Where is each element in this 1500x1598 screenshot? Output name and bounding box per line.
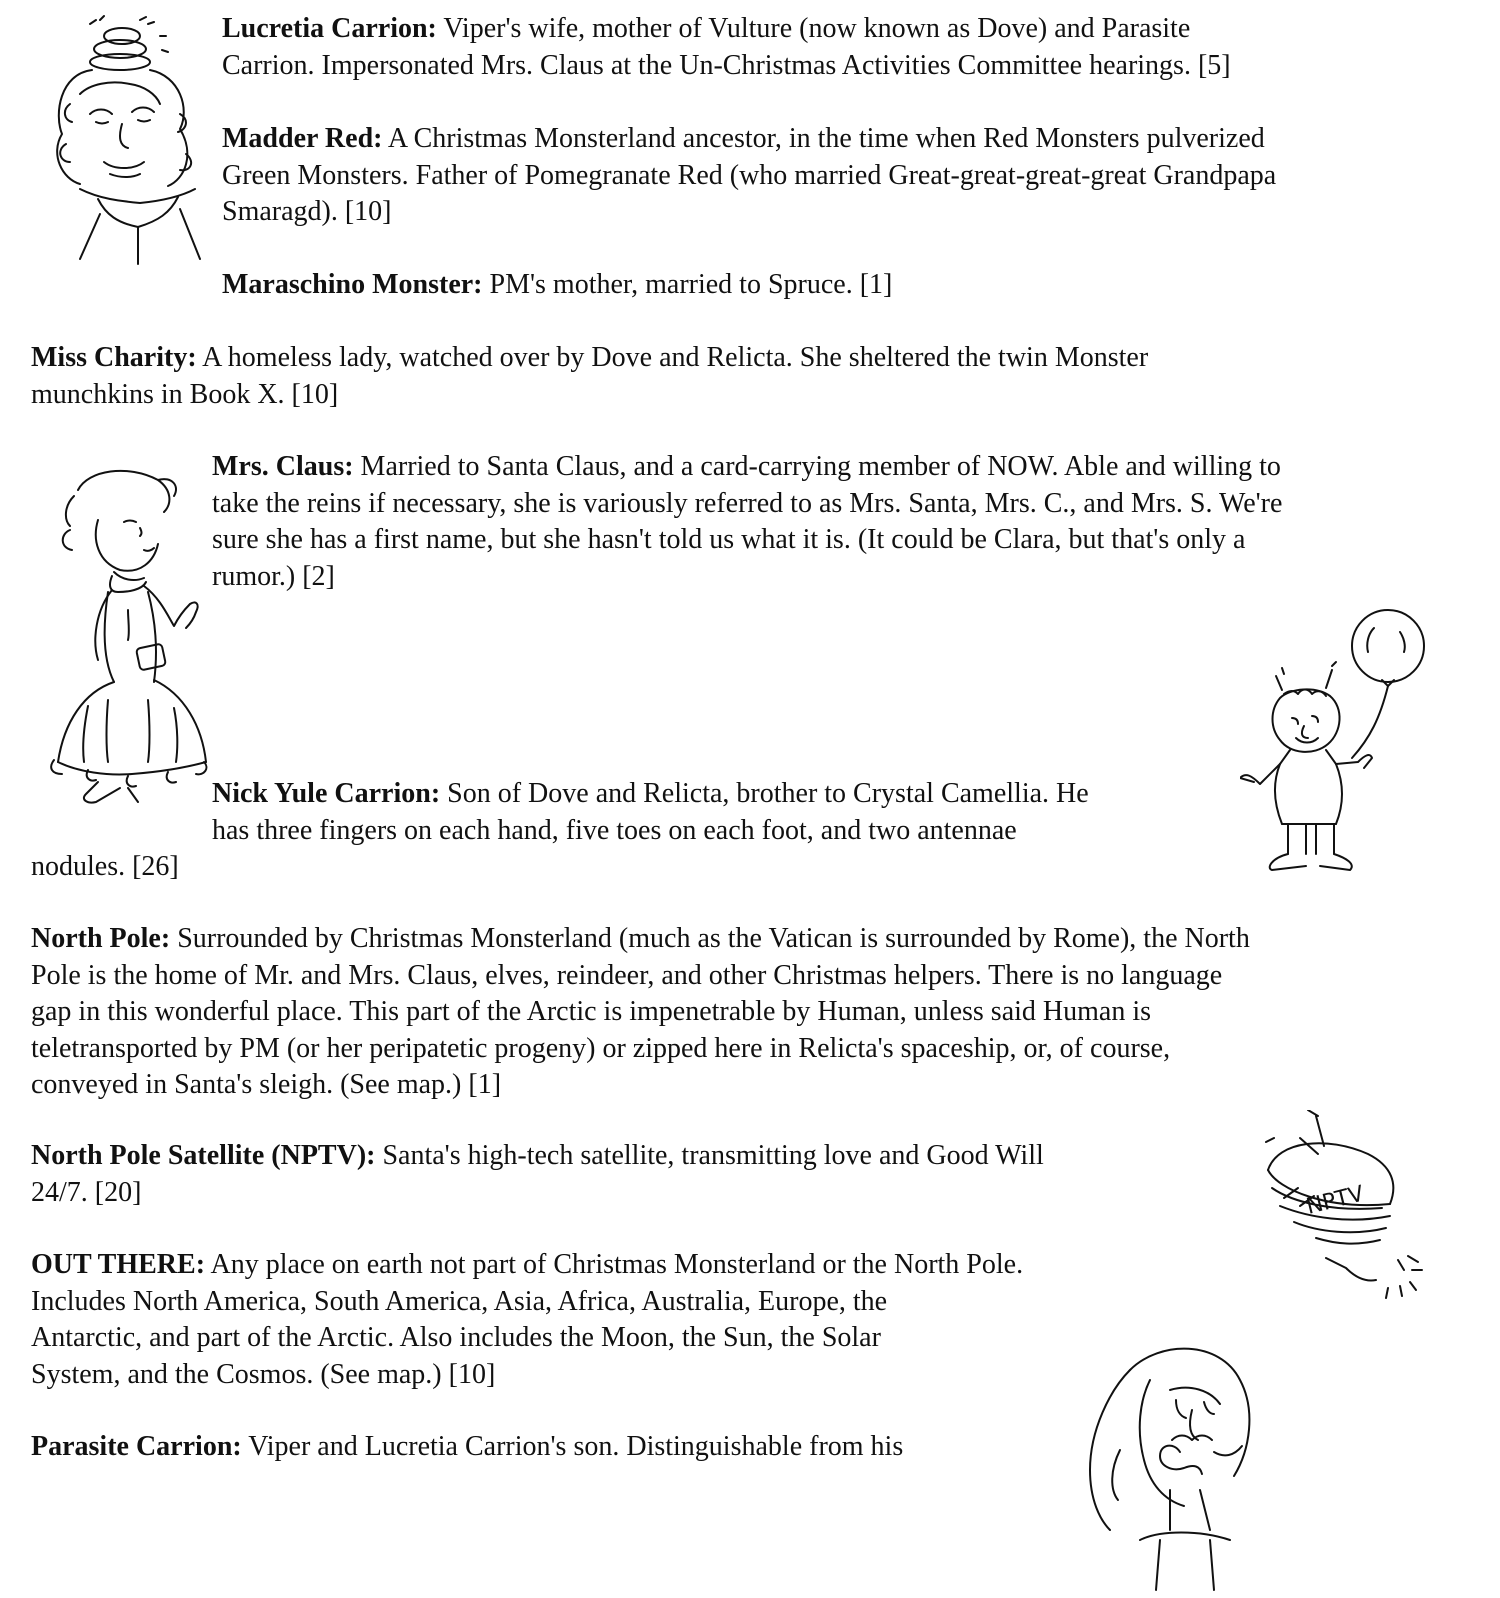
entry-line: Pole is the home of Mr. and Mrs. Claus, elves, reindeer, and other Christmas helpers. There is no language [31,959,1223,991]
glossary-entry-miss-charity [31,340,1148,413]
entry-line: 24/7. [20] [31,1176,142,1208]
entry-term: Miss Charity: [31,342,197,373]
entry-line: sure she has a first name, but she hasn't told us what it is. (It could be Clara, but that's only a [212,524,1246,555]
glossary-entry-mrs-claus [212,449,1282,595]
glossary-entry-nick-yule-carrion [212,776,1089,849]
entry-line: Smaragd). [10] [222,196,392,227]
nick-sketch-icon [1240,608,1430,893]
entry-line: rumor.) [2] [212,560,335,592]
entry-term: North Pole: [31,923,171,954]
nptv-satellite-icon [1260,1110,1435,1320]
glossary-entry-madder-red [222,121,1276,231]
glossary-entry-lucretia-carrion [222,11,1231,84]
entry-line: Mrs. Claus: Married to Santa Claus, and a card-carrying member of NOW. Able and willing to [212,451,1281,482]
entry-line: teletransported by PM (or her peripatetic progeny) or zipped here in Relicta's spaceship, or, of course, [31,1032,1171,1064]
glossary-entry-north-pole [31,921,1250,1104]
nick-yule-carrion-drawing [1240,608,1430,893]
nptv-satellite-drawing [1260,1110,1435,1320]
entry-term: Nick Yule Carrion: [212,778,441,809]
entry-line: OUT THERE: Any place on earth not part of Christmas Monsterland or the North Pole. [31,1249,1024,1280]
mrs-claus-drawing [28,460,208,810]
entry-term: Mrs. Claus: [212,451,354,482]
entry-line: Madder Red: A Christmas Monsterland ancestor, in the time when Red Monsters pulverized [222,123,1265,154]
entry-line: take the reins if necessary, she is variously referred to as Mrs. Santa, Mrs. C., and Mrs. S. We're [212,487,1283,519]
glossary-entry-north-pole-satellite [31,1138,1044,1211]
parasite-carrion-drawing [1060,1340,1260,1595]
entry-term: OUT THERE: [31,1249,206,1280]
entry-line: gap in this wonderful place. This part of the Arctic is impenetrable by Human, unless said Human is [31,996,1152,1027]
glossary-entry-maraschino-monster [222,267,892,304]
entry-line: North Pole: Surrounded by Christmas Monsterland (much as the Vatican is surrounded by Rome), the North [31,923,1250,954]
entry-line: Lucretia Carrion: Viper's wife, mother of Vulture (now known as Dove) and Parasite [222,13,1191,44]
glossary-entry-out-there [31,1247,1023,1393]
entry-line: Parasite Carrion: Viper and Lucretia Carrion's son. Distinguishable from his [31,1431,904,1462]
nptv-label: NPTV [1303,1181,1367,1220]
glossary-entry-nick-yule-carrion-continued [31,849,179,886]
entry-term: Lucretia Carrion: [222,13,437,44]
entry-line: Carrion. Impersonated Mrs. Claus at the Un-Christmas Activities Committee hearings. [5] [222,49,1231,81]
entry-term: Madder Red: [222,123,383,154]
entry-line: North Pole Satellite (NPTV): Santa's high-tech satellite, transmitting love and Good Will [31,1140,1044,1171]
entry-line: Miss Charity: A homeless lady, watched over by Dove and Relicta. She sheltered the twin Monster [31,342,1149,373]
entry-line: Antarctic, and part of the Arctic. Also includes the Moon, the Sun, the Solar [31,1322,881,1353]
entry-line: conveyed in Santa's sleigh. (See map.) [1] [31,1069,502,1100]
entry-line: Nick Yule Carrion: Son of Dove and Relicta, brother to Crystal Camellia. He [212,778,1089,809]
glossary-entry-parasite-carrion [31,1429,903,1466]
entry-term: North Pole Satellite (NPTV): [31,1140,376,1171]
parasite-sketch-icon [1060,1340,1260,1595]
entry-line: has three fingers on each hand, five toes on each foot, and two antennae [212,814,1017,846]
entry-line: Includes North America, South America, Asia, Africa, Australia, Europe, the [31,1285,888,1317]
lucretia-sketch-icon [40,14,220,269]
entry-line: munchkins in Book X. [10] [31,378,339,410]
mrs-claus-sketch-icon [28,460,208,810]
entry-line: Green Monsters. Father of Pomegranate Red (who married Great-great-great-great Grandpapa [222,159,1277,191]
entry-line: Maraschino Monster: PM's mother, married to Spruce. [1] [222,269,893,300]
entry-term: Parasite Carrion: [31,1431,242,1462]
entry-line: System, and the Cosmos. (See map.) [10] [31,1358,496,1390]
entry-line: nodules. [26] [31,851,179,882]
lucretia-carrion-drawing [40,14,220,269]
entry-term: Maraschino Monster: [222,269,483,300]
